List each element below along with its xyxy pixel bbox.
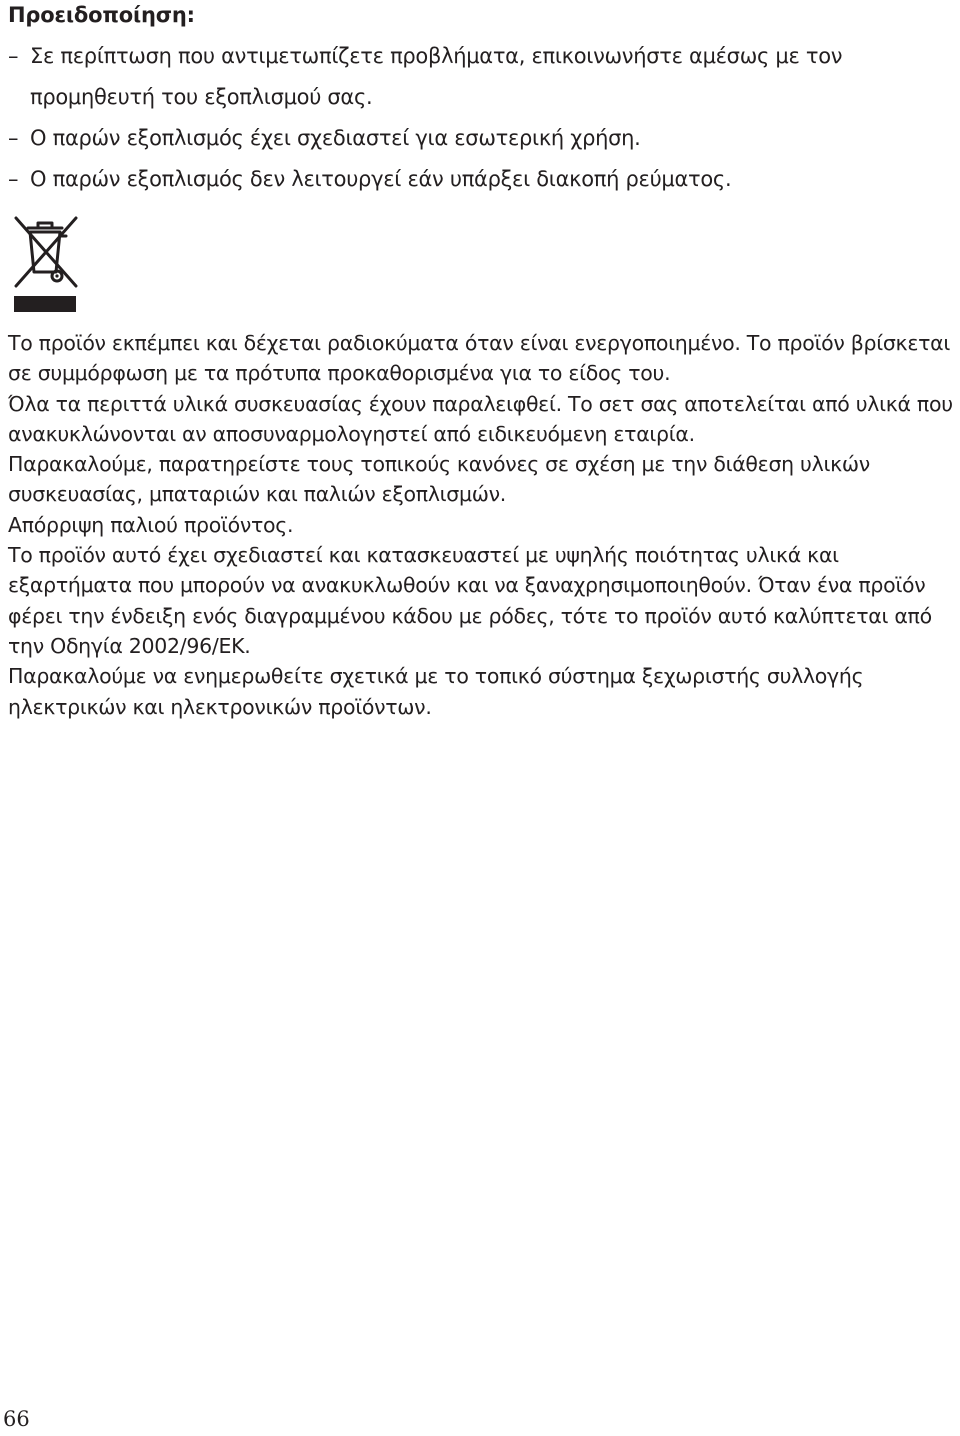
paragraph: Το προϊόν αυτό έχει σχεδιαστεί και κατασκευαστεί με υψηλής ποιότητας υλικά και εξαρτήματα που μπορούν να ανακυκλωθούν και να ξαναχρησιμοποιηθούν. Όταν ένα προϊόν φέρει την ένδειξη ενός διαγραμμένου κάδου με ρόδες, τότε το προϊόν αυτό καλύπτεται από την Οδηγία 2002/96/ΕΚ. bbox=[8, 543, 932, 658]
body-text bbox=[8, 328, 954, 722]
paragraph: Όλα τα περιττά υλικά συσκευασίας έχουν παραλειφθεί. Το σετ σας αποτελείται από υλικά που ανακυκλώνονται αν αποσυναρμολογηστεί από ειδικευόμενη εταιρία. bbox=[8, 391, 953, 446]
page-number: 66 bbox=[3, 1407, 30, 1431]
list-dash: – bbox=[8, 126, 19, 150]
document-page bbox=[8, 0, 954, 722]
warning-heading: Προειδοποίηση: bbox=[8, 3, 195, 27]
weee-bar bbox=[14, 296, 76, 312]
paragraph: Παρακαλούμε, παρατηρείστε τους τοπικούς κανόνες σε σχέση με την διάθεση υλικών συσκευασίας, μπαταριών και παλιών εξοπλισμών. bbox=[8, 452, 870, 507]
warning-text: Ο παρών εξοπλισμός δεν λειτουργεί εάν υπάρξει διακοπή ρεύματος. bbox=[30, 167, 732, 191]
warning-item bbox=[8, 118, 954, 159]
warning-text-line: προμηθευτή του εξοπλισμού σας. bbox=[30, 85, 373, 109]
warning-item bbox=[8, 159, 954, 200]
paragraph: Το προϊόν εκπέμπει και δέχεται ραδιοκύματα όταν είναι ενεργοποιημένο. Το προϊόν βρίσκεται σε συμμόρφωση με τα πρότυπα προκαθορισμένα για το είδος του. bbox=[8, 331, 951, 386]
paragraph: Απόρριψη παλιού προϊόντος. bbox=[8, 512, 294, 537]
warning-item bbox=[8, 36, 954, 118]
list-dash: – bbox=[8, 167, 19, 191]
warning-text: Ο παρών εξοπλισμός έχει σχεδιαστεί για εσωτερική χρήση. bbox=[30, 126, 641, 150]
warning-text-line: Σε περίπτωση που αντιμετωπίζετε προβλήματα, επικοινωνήστε αμέσως με τον bbox=[30, 44, 843, 68]
warning-list bbox=[8, 36, 954, 200]
list-dash: – bbox=[8, 44, 19, 68]
crossed-out-wheelie-bin-icon bbox=[10, 214, 82, 314]
paragraph: Παρακαλούμε να ενημερωθείτε σχετικά με το τοπικό σύστημα ξεχωριστής συλλογής ηλεκτρικών και ηλεκτρονικών προϊόντων. bbox=[8, 664, 864, 719]
